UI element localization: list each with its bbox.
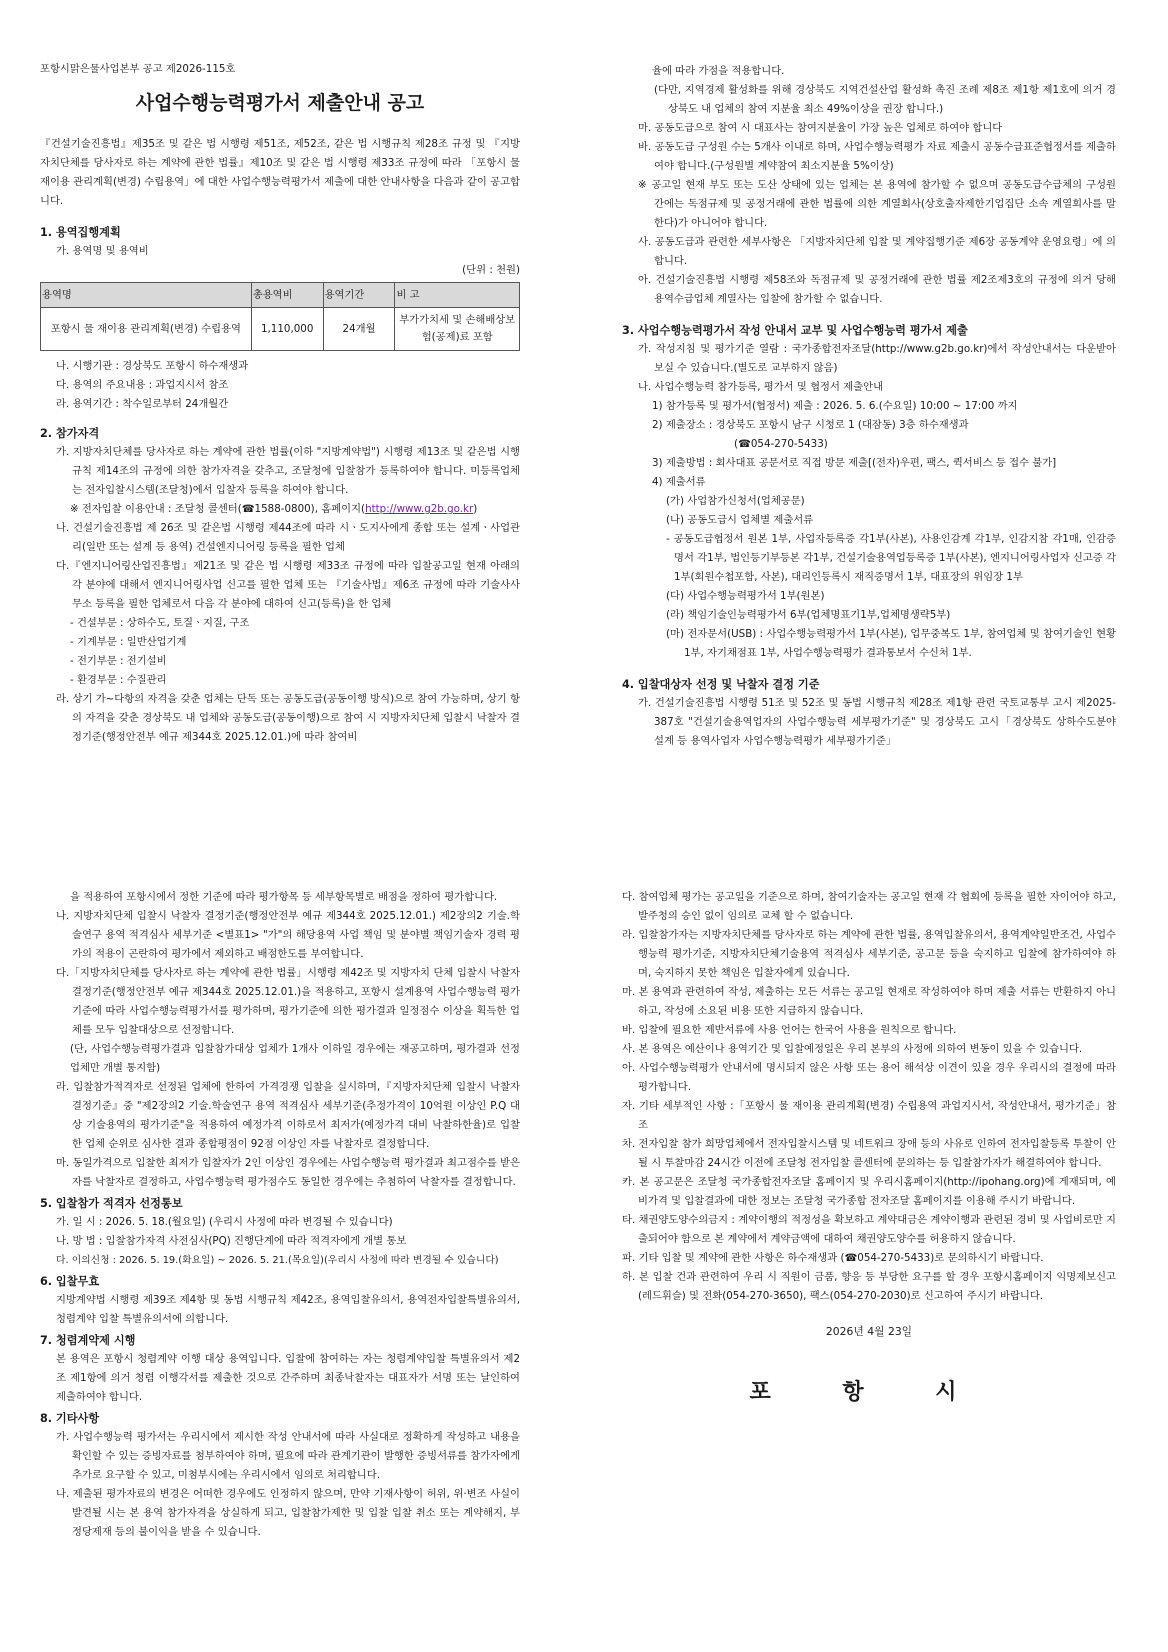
- section-8-item-n: 하. 본 입찰 건과 관련하여 우리 시 직원이 금품, 향응 등 부당한 요구를 할 경우 포항시홈페이지 익명제보신고(레드휘슬) 및 전화(054-270-3650), 팩스(054-270-2030)로 신고하여 주시기 바랍니다.: [622, 1271, 1116, 1302]
- section-8-item-e: 마. 본 용역과 관련하여 작성, 제출하는 모든 서류는 공고일 현재로 작성하여야 하며 제출 서류는 반환하지 아니하고, 작성에 소요된 비용 또한 지급하지 않습니다.: [622, 986, 1116, 1017]
- section-2-item-b: 나. 건설기술진흥법 제 26조 및 같은법 시행령 제44조에 따라 시ㆍ도지사에게 종합 또는 설계ㆍ사업관리(일반 또는 설계 등 용역) 건설엔지니어링 등록을 필한 업체: [56, 522, 520, 553]
- document-item: (마) 전자문서(USB) : 사업수행능력평가서 1부(사본), 업무중복도 1부, 참여업체 및 참여기술인 현황 1부, 자기채점표 1부, 사업수행능력평가 결과통보서 수신처 1부.: [666, 628, 1116, 659]
- page1-right-column: [622, 62, 1116, 751]
- section-6-body: 지방계약법 시행령 제39조 제4항 및 동법 시행규칙 제42조, 용역입찰유의서, 용역전자입찰특별유의서, 청렴계약 입찰 특별유의서에 의합니다.: [56, 1294, 520, 1325]
- continued-text: 을 적용하여 포항시에서 정한 기준에 따라 평가항목 등 세부항목별로 배점을 정하여 평가합니다.: [70, 891, 498, 903]
- section-3-item-a: 가. 작성지침 및 평가기준 열람 : 국가종합전자조달(http://www.g2b.go.kr)에서 작성안내서는 다운받아 보실 수 있습니다.(별도로 교부하지 않음): [638, 343, 1116, 374]
- document-item: (다) 사업수행능력평가서 1부(원본): [666, 590, 825, 602]
- note-close: ): [473, 503, 478, 515]
- section-8-item-h: 아. 사업수행능력평가 안내서에 명시되지 않은 사항 또는 용어 해석상 이견이 있을 경우 우리시의 결정에 따라 평가합니다.: [622, 1062, 1116, 1093]
- section-3-title: 3. 사업수행능력평가서 작성 안내서 교부 및 사업수행능력 평가서 제출: [622, 324, 968, 337]
- table-cell: 1,110,000: [251, 308, 323, 351]
- sector-item: - 건설부문 : 상하수도, 토질ㆍ지질, 구조: [70, 617, 250, 629]
- section-8-item-a: 가. 사업수행능력 평가서는 우리시에서 제시한 작성 안내서에 따라 사실대로 정확하게 작성하고 내용을 확인할 수 있는 증빙자료를 첨부하여야 하며, 필요에 따라 관계기관이 발행한 증빙서류를 참가자에게 추가로 요구할 수 있고, 미첨부시에는 우리시에서 임의로 처리합니다.: [56, 1431, 520, 1481]
- registration-schedule: 1) 참가등록 및 평가서(협정서) 제출 : 2026. 5. 6.(수요일) 10:00 ~ 17:00 까지: [652, 400, 1018, 412]
- section-4-title: 4. 입찰대상자 선정 및 낙찰자 결정 기준: [622, 678, 820, 691]
- g2b-link[interactable]: http://www.g2b.go.kr: [365, 503, 474, 515]
- page2-right-column: [622, 888, 1116, 1405]
- bankruptcy-note: ※ 공고일 현재 부도 또는 도산 상태에 있는 업체는 본 용역에 참가할 수 없으며 공동도급수급체의 구성원 간에는 독점규제 및 공정거래에 관한 법률에 의한 계열회사(상호출자제한기업집단 소속 계열회사를 말한다)가 아니어야 합니다.: [638, 179, 1116, 229]
- section-4-item-b: 나. 지방자치단체 입찰시 낙찰자 결정기준(행정안전부 예규 제344호 2025.12.01.) 제2장의2 기술.학술연구 용역 적격심사 세부기준 <별표1> "가"의 해당용역 사업 책임 및 분야별 책임기술자 경력 평가의 적용이 곤란하여 평가에서 제외하고 배점한도를 부여합니다.: [56, 910, 520, 960]
- section-5-item-a: 가. 일 시 : 2026. 5. 18.(월요일) (우리시 사정에 따라 변경될 수 있습니다): [56, 1216, 393, 1228]
- notice-number: 포항시맑은물사업본부 공고 제2026-115호: [40, 63, 236, 75]
- page2-left-column: [40, 888, 520, 1542]
- section-8-item-g: 사. 본 용역은 예산이나 용역기간 및 입찰예정일은 우리 본부의 사정에 의하여 변동이 있을 수 있습니다.: [622, 1043, 1083, 1055]
- section-8-item-l: 타. 채권양도양수의금지 : 계약이행의 적정성을 확보하고 계약대금은 계약이행과 관련된 경비 및 사업비로만 지출되어야 함으로 본 계약에서 계약금액에 대하여 채권양도양수를 허용하지 않습니다.: [622, 1214, 1116, 1245]
- section-2-item-e: 마. 공동도급으로 참여 시 대표사는 참여지분율이 가장 높은 업체로 하여야 합니다: [638, 122, 1003, 134]
- section-4-item-c: 다.「지방자치단체를 당사자로 하는 계약에 관한 법률」시행령 제42조 및 지방자치 단체 입찰시 낙찰자 결정기준(행정안전부 예규 제344호 2025.12.01.)을 적용하고, 포항시 설계용역 사업수행능력 평가기준에 따라 사업수행능력평가서를 평가하며, 평가기준에 의한 평가결과 일정점수 이상을 획득한 업체를 모두 입찰대상으로 선정합니다.: [56, 967, 520, 1036]
- document-item: (라) 책임기술인능력평가서 6부(업체명표기1부,업체명생략5부): [666, 609, 951, 621]
- section-8-item-f: 바. 입찰에 필요한 제반서류에 사용 언어는 한국어 사용을 원칙으로 합니다.: [622, 1024, 957, 1036]
- section-2-item-h: 아. 건설기술진흥법 시행령 제58조와 독점규제 및 공정거래에 관한 법률 제2조제3호의 규정에 의거 당해 용역수급업체 계열사는 입찰에 참가할 수 없습니다.: [638, 274, 1116, 305]
- table-header: 용역명: [41, 283, 252, 308]
- section-4-note: (단, 사업수행능력평가결과 입찰참가대상 업체가 1개사 이하일 경우에는 재공고하며, 평가결과 선정업체만 개별 통지함): [70, 1043, 520, 1074]
- table-cell: 포항시 물 재이용 관리계획(변경) 수립용역: [41, 308, 252, 351]
- service-table: [40, 282, 520, 351]
- sector-item: - 환경부문 : 수질관리: [70, 674, 167, 686]
- section-7-body: 본 용역은 포항시 청렴계약 이행 대상 용역입니다. 입찰에 참여하는 자는 청렴계약입찰 특별유의서 제2조 제1항에 의거 청렴 이행각서를 제출한 것으로 간주하며 최종낙찰자는 대표자가 서명 또는 날인하여 제출하여야 합니다.: [56, 1353, 520, 1403]
- section-3-item-b: 나. 사업수행능력 참가등록, 평가서 및 협정서 제출안내: [638, 381, 884, 393]
- section-5-item-b: 나. 방 법 : 입찰참가자격 사전심사(PQ) 진행단계에 따라 적격자에게 개별 통보: [56, 1235, 407, 1247]
- section-8-item-d: 라. 입찰참가자는 지방자치단체를 당사자로 하는 계약에 관한 법률, 용역입찰유의서, 용역계약일반조건, 사업수행능력 평가기준, 지방자치단체기술용역 적격심사 세부기준, 공고문 등을 숙지하고 입찰에 참가하여야 하며, 숙지하지 못한 책임은 입찰자에게 있습니다.: [622, 929, 1116, 979]
- section-4-item-d: 라. 입찰참가적격자로 선정된 업체에 한하여 가격경쟁 입찰을 실시하며,『지방자치단체 입찰시 낙찰자 결정기준』중 "제2장의2 기술.학술연구 용역 적격심사 세부기준(추정가격이 10억원 이상인 P.Q 대상 기술용역의 평가기준"을 적용하여 예정가격 이하로서 최저가(예정가격 대비 낙찰하한율)로 입찰한 업체 순위로 심사한 결과 종합평점이 92점 이상인 자를 낙찰자로 결정합니다.: [56, 1081, 520, 1150]
- section-2-title: 2. 참가자격: [40, 427, 100, 440]
- submission-phone: (☎054-270-5433): [734, 438, 828, 450]
- section-2-item-d: 라. 상기 가~다항의 자격을 갖춘 업체는 단독 또는 공동도급(공동이행 방식)으로 참여 가능하며, 상기 항의 자격을 갖춘 경상북도 내 업체와 공동도급(공동이행)으로 참여 시 지방자치단체 입찰시 낙찰자 결정기준(행정안전부 예규 제344호 2025.12.01.)에 따라 참여비: [56, 693, 520, 743]
- table-cell: 부가가치세 및 손해배상보험(공제)료 포함: [395, 308, 520, 351]
- section-4-item-a: 가. 건설기술진흥법 시행령 51조 및 52조 및 동법 시행규칙 제28조 제1항 관련 국토교통부 고시 제2025-387호 "건설기술용역업자의 사업수행능력 세부평가기준" 및 경상북도 고시「경상북도 상하수도분야 설계 등 용역사업자 사업수행능력평가 세부평가기준」: [638, 697, 1116, 747]
- unit-label: (단위 : 천원): [462, 264, 520, 276]
- section-4-item-e: 마. 동일가격으로 입찰한 최저가 입찰자가 2인 이상인 경우에는 사업수행능력 평가결과 최고점수를 받은 자를 낙찰자로 결정하고, 사업수행능력 평가점수도 동일한 경우에는 추첨하여 낙찰자를 결정합니다.: [56, 1157, 520, 1188]
- section-8-item-c: 다. 참여업체 평가는 공고일을 기준으로 하며, 참여기술자는 공고일 현재 각 협회에 등록을 필한 자이어야 하고, 발주청의 승인 없이 임의로 교체 할 수 없습니다.: [622, 891, 1116, 922]
- issuer-city: 포 항 시: [749, 1380, 989, 1405]
- sector-item: - 기계부문 : 일반산업기계: [70, 636, 187, 648]
- document-subitem: - 공동도급협정서 원본 1부, 사업자등록증 각1부(사본), 사용인감계 각1부, 인감지참 각1매, 인감증명서 각1부, 법인등기부등본 각1부, 건설기술용역업등록증 1부(사본), 엔지니어링사업자 신고증 각1부(회원수첩포함, 사본), 대리인등록시 재직증명서 1부, 대표장의 위임장 1부: [666, 533, 1116, 583]
- section-5-title: 5. 입찰참가 적격자 선정통보: [40, 1197, 183, 1210]
- notice-date: 2026년 4월 23일: [825, 1325, 913, 1338]
- section-2-item-c: 다.『엔지니어링산업진흥법』제21조 및 같은 법 시행령 제33조 규정에 따라 입찰공고일 현재 아래의 각 분야에 대해서 엔지니어링사업 신고를 필한 업체 또는 『기술사법』제6조 규정에 따라 기술사사무소 등록을 필한 업체로서 다음 각 분야에 대하여 신고(등록)을 한 업체: [56, 560, 520, 610]
- section-2-item-f: 바. 공동도급 구성원 수는 5개사 이내로 하며, 사업수행능력평가 자료 제출시 공동수급표준협정서를 제출하여야 합니다.(구성원별 계약참여 최소지분율 5%이상): [638, 141, 1116, 172]
- section-8-item-i: 자. 기타 세부적인 사항 :「포항시 물 재이용 관리계획(변경) 수립용역 과업지시서, 작성안내서, 평가기준」참조: [622, 1100, 1116, 1131]
- section-8-item-j: 차. 전자입찰 참가 희망업체에서 전자입찰시스템 및 네트워크 장애 등의 사유로 인하여 전자입찰등록 투찰이 안 될 시 투찰마감 24시간 이전에 조달청 전자입찰 콜센터에 문의하는 등 입찰참가자가 해결하여야 합니다.: [622, 1138, 1116, 1169]
- section-8-title: 8. 기타사항: [40, 1412, 100, 1425]
- submission-place: 2) 제출장소 : 경상북도 포항시 남구 시청로 1 (대잠동) 3층 하수재생과: [652, 419, 969, 431]
- intro-paragraph: 『건설기술진흥법』제35조 및 같은 법 시행령 제51조, 제52조, 같은 법 시행규칙 제28조 규정 및 『지방자치단체를 당사자로 하는 계약에 관한 법률』제10조 및 같은 법 시행령 제33조 규정에 따라 「포항시 물 재이용 관리계획(변경) 수립용역」에 대한 사업수행능력평가서 제출에 대한 안내사항을 다음과 같이 공고합니다.: [40, 138, 520, 207]
- section-1-title: 1. 용역집행계획: [40, 226, 121, 239]
- section-8-item-m: 파. 기타 입찰 및 계약에 관한 사항은 하수재생과 (☎054-270-5433)로 문의하시기 바랍니다.: [622, 1252, 1044, 1264]
- table-header: 총용역비: [251, 283, 323, 308]
- section-6-title: 6. 입찰무효: [40, 1275, 100, 1288]
- section-5-item-c: 다. 이의신청 : 2026. 5. 19.(화요일) ~ 2026. 5. 21.(목요일)(우리시 사정에 따라 변경될 수 있습니다): [56, 1255, 499, 1266]
- section-8-item-k: 카. 본 공고문은 조달청 국가종합전자조달 홈페이지 및 우리시홈페이지(http://ipohang.org)에 게재되며, 예비가격 및 입찰결과에 대한 정보는 조달청 국가종합 전자조달 홈페이지를 이용해 주시기 바랍니다.: [622, 1176, 1116, 1207]
- section-1-item-c: 다. 용역의 주요내용 : 과업지시서 참조: [56, 379, 229, 391]
- note-text: ※ 전자입찰 이용안내 : 조달청 콜센터(☎1588-0800), 홈페이지(: [70, 503, 366, 515]
- section-2-item-a: 가. 지방자치단체를 당사자로 하는 계약에 관한 법률(이하 "지방계약법") 시행령 제13조 및 같은법 시행규칙 제14조의 규정에 의한 참가자격을 갖추고, 조달청에 입찰참가 등록하여야 합니다. 미등록업체는 전자입찰시스템(조달청)에서 입찰자 등록을 하여야 합니다.: [56, 446, 520, 496]
- section-1-item-d: 라. 용역기간 : 착수일로부터 24개월간: [56, 398, 229, 410]
- sector-item: - 전기부문 : 전기설비: [70, 655, 167, 667]
- section-1-item-b: 나. 시행기관 : 경상북도 포항시 하수재생과: [56, 360, 249, 372]
- section-1-item-a: 가. 용역명 및 용역비: [56, 245, 149, 257]
- table-header: 비 고: [395, 283, 520, 308]
- section-7-title: 7. 청렴계약제 시행: [40, 1334, 136, 1347]
- table-header-row: [41, 283, 520, 308]
- section-2-note: [40, 500, 520, 519]
- table-header: 용역기간: [323, 283, 395, 308]
- page1-left-column: [40, 60, 520, 747]
- table-row: [41, 308, 520, 351]
- table-cell: 24개월: [323, 308, 395, 351]
- section-8-item-b: 나. 제출된 평가자료의 변경은 어떠한 경우에도 인정하지 않으며, 만약 기재사항이 허위, 위·변조 사실이 발견될 시는 본 용역 참가자격을 상실하게 되고, 입찰참가제한 및 입찰 입찰 취소 또는 계약해지, 부정당제재 등의 불이익을 받을 수 있습니다.: [56, 1488, 520, 1538]
- continued-text: 율에 따라 가점을 적용합니다.: [652, 65, 785, 77]
- submission-method: 3) 제출방법 : 회사대표 공문서로 직접 방문 제출[(전자)우편, 팩스, 퀵서비스 등 접수 불가]: [652, 457, 1057, 469]
- section-2-item-g: 사. 공동도급과 관련한 세부사항은 「지방자치단체 입찰 및 계약집행기준 제6장 공동계약 운영요령」에 의합니다.: [638, 236, 1116, 267]
- notice-title: 사업수행능력평가서 제출안내 공고: [135, 92, 425, 114]
- submission-documents: 4) 제출서류: [652, 476, 706, 488]
- regional-note: (다만, 지역경제 활성화를 위해 경상북도 지역건설산업 활성화 촉진 조례 제8조 제1항 제1호에 의거 경상북도 내 업체의 참여 지분율 최소 49%이상을 권장 합니다.): [654, 84, 1116, 115]
- document-item: (가) 사업참가신청서(업체공문): [666, 495, 805, 507]
- document-item: (나) 공동도급시 업체별 제출서류: [666, 514, 814, 526]
